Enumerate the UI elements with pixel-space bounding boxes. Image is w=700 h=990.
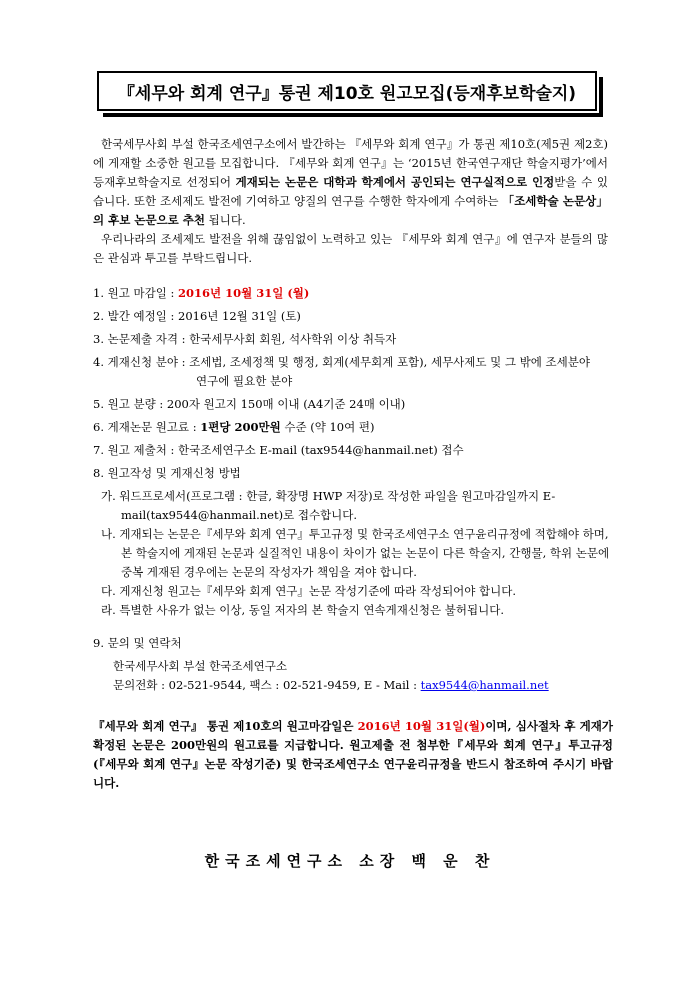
notice-text: 『세무와 회계 연구』 통권 제10호의 원고마감일은 bbox=[93, 719, 358, 733]
contact-org: 한국세무사회 부설 한국조세연구소 bbox=[113, 659, 287, 673]
intro-emphasis: 「조세학술 논문상」의 후보 논문으로 추천 bbox=[93, 194, 608, 227]
deadline-value: 2016년 10월 31일 (월) bbox=[178, 286, 310, 300]
method-item-ga: 가. 워드프로세서(프로그램 : 한글, 확장명 HWP 저장)로 작성한 파일을 원고마감일까지 E-mail(tax9544@hanmail.net)로 접수합니다. bbox=[101, 489, 556, 522]
notice-text: 이며, 심사절차 후 게재가 확정된 논문은 200만원의 원고료를 지급합니다. 원고제출 전 첨부한『세무와 회계 연구』투고규정(『세무와 회계 연구』논문 작성기준) 및 한국조세연구소 연구윤리규정을 반드시 참조하여 주시기 바랍니다. bbox=[93, 719, 613, 790]
method-item-na: 나. 게재되는 논문은『세무와 회계 연구』투고규정 및 한국조세연구소 연구윤리규정에 적합해야 하며, 본 학술지에 게재된 논문과 실질적인 내용이 차이가 없는 논문이 다른 학술지, 간행물, 학위 논문에 중복 게재된 경우에는 논문의 작성자가 책임을 져야 합니다. bbox=[101, 527, 610, 579]
page-title-text: 『세무와 회계 연구』통권 제10호 원고모집(등재후보학술지) bbox=[117, 83, 577, 104]
list-item: 3. 논문제출 자격 : 한국세무사회 회원, 석사학위 이상 취득자 bbox=[93, 332, 397, 346]
intro-paragraph-1 bbox=[93, 135, 608, 230]
page-title bbox=[97, 71, 597, 111]
fee-rest: 수준 (약 10여 편) bbox=[280, 420, 375, 434]
contact-info bbox=[93, 676, 613, 695]
requirements-list bbox=[93, 284, 613, 695]
intro-section bbox=[93, 135, 608, 268]
list-item: 7. 원고 제출처 : 한국조세연구소 E-mail (tax9544@hanmail.net) 접수 bbox=[93, 443, 464, 457]
signature: 한국조세연구소 소장 백 운 찬 bbox=[204, 852, 496, 870]
intro-paragraph-2: 우리나라의 조세제도 발전을 위해 끊임없이 노력하고 있는 『세무와 회계 연구』에 연구자 분들의 많은 관심과 투고를 부탁드립니다. bbox=[93, 232, 608, 265]
contact-text: 문의전화 : 02-521-9544, 팩스 : 02-521-9459, E - Mail : bbox=[113, 678, 421, 692]
notice-deadline: 2016년 10월 31일(월) bbox=[357, 719, 486, 733]
field-line-1: 4. 게재신청 분야 : 조세법, 조세정책 및 행정, 회계(세무회계 포함), 세무사제도 및 그 밖에 조세분야 bbox=[93, 355, 590, 369]
intro-text: 받을 수 있습니다. 또한 조세제도 발전에 기여하고 양질의 연구를 수행한 학자에게 수여하는 bbox=[93, 175, 608, 208]
intro-emphasis: 게재되는 논문은 대학과 학계에서 공인되는 연구실적으로 인정 bbox=[235, 175, 555, 189]
fee-value: 1편당 200만원 bbox=[200, 420, 281, 434]
list-item: 9. 문의 및 연락처 bbox=[93, 636, 182, 650]
notice-paragraph bbox=[93, 717, 613, 793]
list-item: 8. 원고작성 및 게재신청 방법 bbox=[93, 466, 241, 480]
list-item bbox=[93, 418, 613, 437]
fee-label: 6. 게재논문 원고료 : bbox=[93, 420, 201, 434]
intro-text: 됩니다. bbox=[205, 213, 246, 227]
deadline-label: 1. 원고 마감일 : bbox=[93, 286, 179, 300]
email-link[interactable]: tax9544@hanmail.net bbox=[420, 678, 549, 692]
list-item bbox=[93, 284, 613, 303]
method-item-ra: 라. 특별한 사유가 없는 이상, 동일 저자의 본 학술지 연속게재신청은 불허됩니다. bbox=[101, 603, 505, 617]
intro-text: 한국세무사회 부설 한국조세연구소에서 발간하는 『세무와 회계 연구』가 통권 제10호(제5권 제2호)에 게재할 소중한 원고를 모집합니다. 『세무와 회계 연구』는 ‘2015년 한국연구재단 학술지평가’에서 등재후보학술지로 선정되어 bbox=[93, 137, 608, 189]
list-item: 5. 원고 분량 : 200자 원고지 150매 이내 (A4기준 24매 이내) bbox=[93, 397, 406, 411]
method-item-da: 다. 게재신청 원고는『세무와 회계 연구』논문 작성기준에 따라 작성되어야 합니다. bbox=[101, 584, 517, 598]
list-item bbox=[93, 353, 613, 391]
list-item: 2. 발간 예정일 : 2016년 12월 31일 (토) bbox=[93, 309, 301, 323]
field-line-2: 연구에 필요한 분야 bbox=[196, 374, 293, 388]
